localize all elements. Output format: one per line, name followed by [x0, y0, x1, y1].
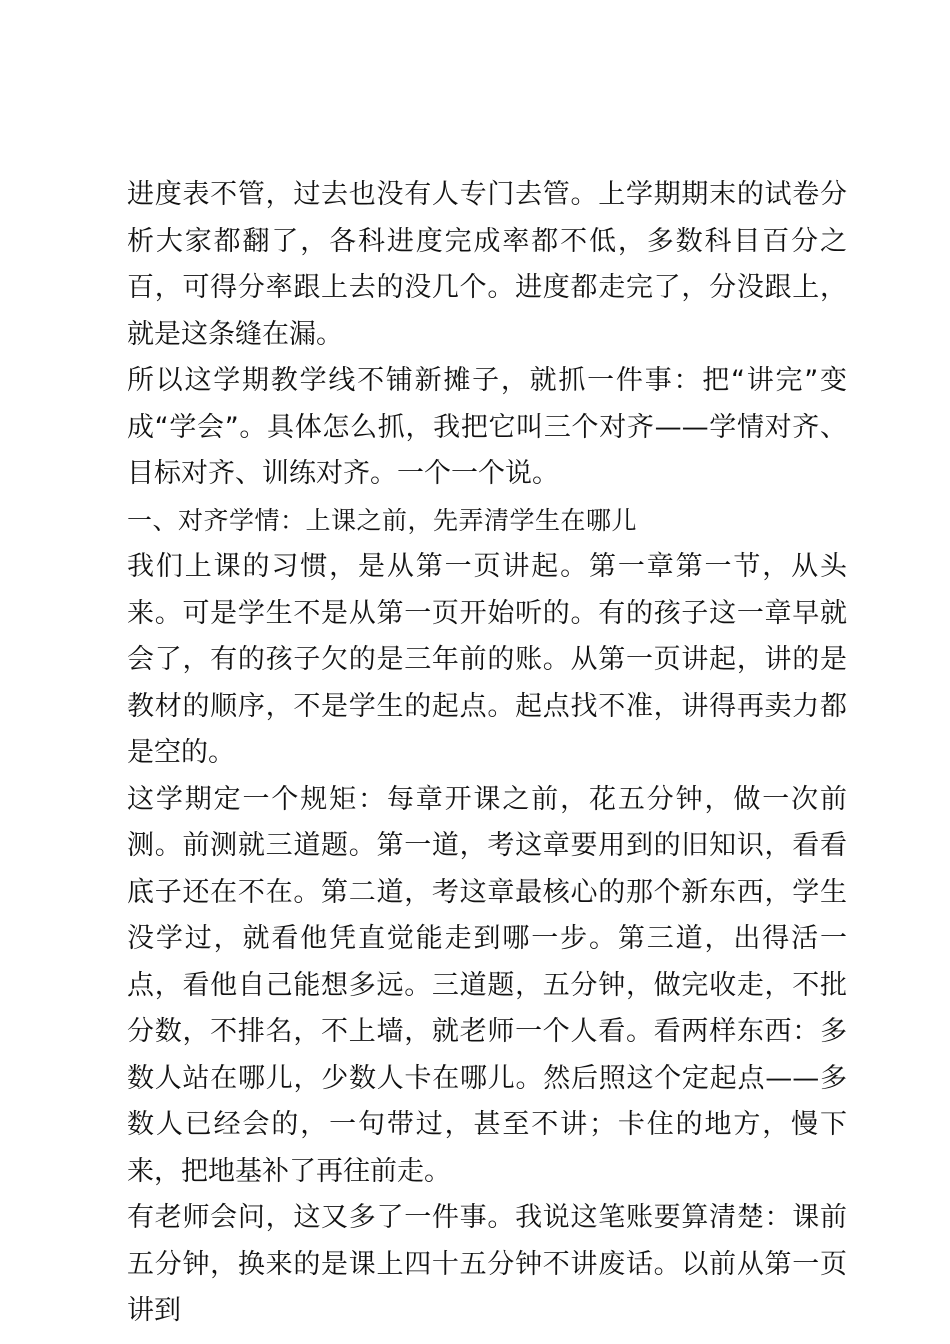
paragraph-five-minutes: 有老师会问，这又多了一件事。我说这笔账要算清楚：课前五分钟，换来的是课上四十五分钟不讲废话。以前从第一页讲到: [127, 1202, 847, 1326]
paragraph-pretest-rule: 这学期定一个规矩：每章开课之前，花五分钟，做一次前测。前测就三道题。第一道，考这章要用到的旧知识，看看底子还在不在。第二道，考这章最核心的那个新东西，学生没学过，就看他凭直觉能走到哪一步。第三道，出得活一点，看他自己能想多远。三道题，五分钟，做完收走，不批分数，不排名，不上墙，就老师一个人看。看两样东西：多数人站在哪儿，少数人卡在哪儿。然后照这个定起点——多数人已经会的，一句带过，甚至不讲；卡住的地方，慢下来，把地基补了再往前走。: [127, 783, 847, 1187]
section-heading-1: 一、对齐学情：上课之前，先弄清学生在哪儿: [127, 505, 638, 535]
paragraph-progress: 进度表不管，过去也没有人专门去管。上学期期末的试卷分析大家都翻了，各科进度完成率都不低，多数科目百分之百，可得分率跟上去的没几个。进度都走完了，分没跟上，就是这条缝在漏。: [127, 179, 847, 350]
paragraph-three-alignments: 所以这学期教学线不铺新摊子，就抓一件事：把“讲完”变成“学会”。具体怎么抓，我把它叫三个对齐——学情对齐、目标对齐、训练对齐。一个一个说。: [127, 365, 847, 489]
paragraph-first-page-habit: 我们上课的习惯，是从第一页讲起。第一章第一节，从头来。可是学生不是从第一页开始听的。有的孩子这一章早就会了，有的孩子欠的是三年前的账。从第一页讲起，讲的是教材的顺序，不是学生的起点。起点找不准，讲得再卖力都是空的。: [127, 551, 847, 768]
document-body: [127, 172, 847, 1335]
